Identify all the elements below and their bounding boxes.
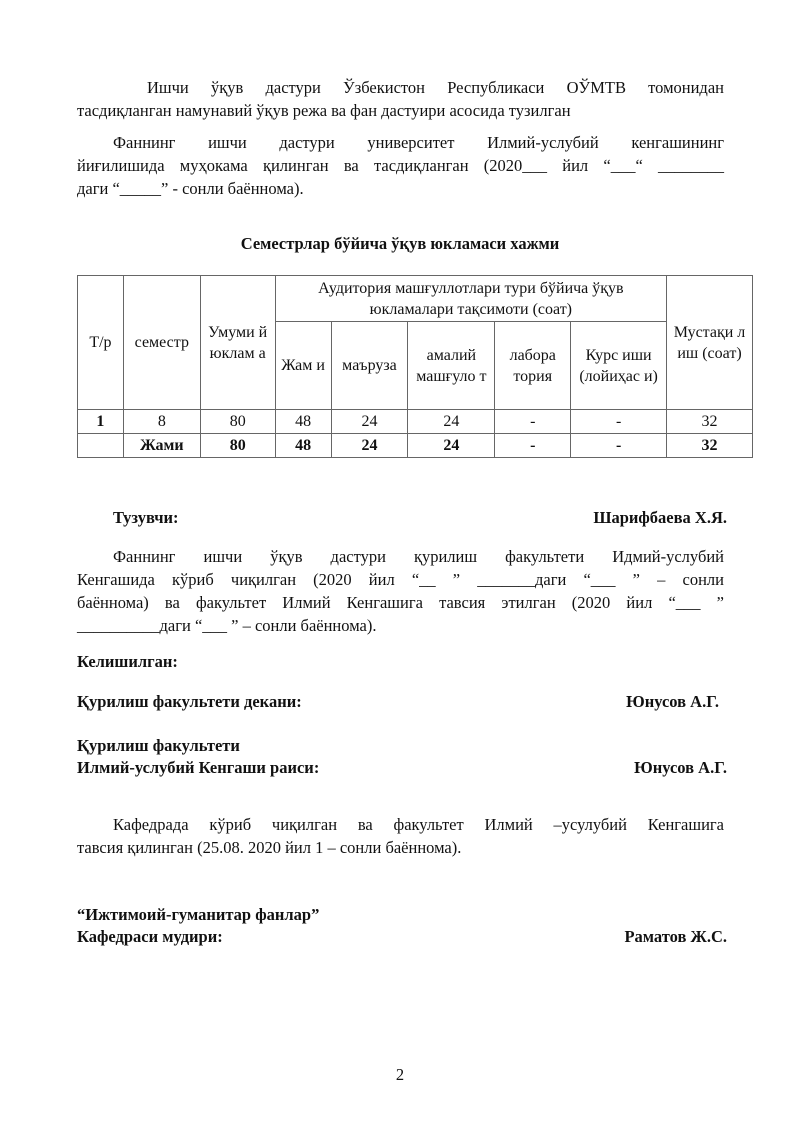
approval-line-3: даги “_____” - сонли баённома). <box>77 179 304 198</box>
approval-line-2: йиғилишида муҳокама қилинган ва тасдиқланган (2020___ йил “___“ ________ <box>77 156 724 175</box>
council-label-1: Қурилиш факультети <box>77 736 240 755</box>
head-label-2: Кафедраси мудири: <box>77 927 223 946</box>
cell-semester: 8 <box>123 410 200 434</box>
header-practice: амалий машғуло т <box>408 322 495 410</box>
council-name: Юнусов А.Г. <box>634 758 727 777</box>
total-course: - <box>571 434 667 458</box>
table-title: Семестрлар бўйича ўқув юкламаси хажми <box>240 234 560 253</box>
table-header-row-1 <box>78 276 753 322</box>
dean-name: Юнусов А.Г. <box>626 692 719 711</box>
header-independent: Мустақи л иш (соат) <box>667 276 753 410</box>
intro-line-2: тасдиқланган намунавий ўқув режа ва фан дастуири асосида тузилган <box>77 101 571 120</box>
cell-num: 1 <box>78 410 124 434</box>
head-name: Раматов Ж.С. <box>624 927 727 946</box>
table-row <box>78 410 753 434</box>
header-lecture: маъруза <box>331 322 408 410</box>
intro-line-1: Ишчи ўқув дастури Ўзбекистон Республикаси ОЎМТВ томонидан <box>147 78 724 97</box>
cell-practice: 24 <box>408 410 495 434</box>
total-total: 80 <box>200 434 275 458</box>
faculty-review-line-4: __________даги “___ ” – сонли баённома). <box>77 616 377 635</box>
department-review-line-2: тавсия қилинган (25.08. 2020 йил 1 – сонли баённома). <box>77 838 462 857</box>
department-review-line-1: Кафедрада кўриб чиқилган ва факультет Илмий –усулубий Кенгашига <box>113 815 724 834</box>
cell-sum: 48 <box>275 410 331 434</box>
agreed-label: Келишилган: <box>77 652 178 671</box>
approval-line-1: Фаннинг ишчи дастури университет Илмий-услубий кенгашининг <box>113 133 724 152</box>
faculty-review-paragraph <box>77 545 724 637</box>
compiler-name: Шарифбаева Х.Я. <box>593 508 727 527</box>
total-sum: 48 <box>275 434 331 458</box>
header-lab: лабора тория <box>495 322 571 410</box>
header-auditory: Аудитория машғуллотлари тури бўйича ўқув юкламалари тақсимоти (соат) <box>275 276 666 322</box>
faculty-review-line-2: Кенгашида кўриб чиқилган (2020 йил “__ ” _______даги “___ ” – сонли <box>77 570 724 589</box>
study-load-table <box>77 275 753 458</box>
department-review-paragraph <box>77 813 724 859</box>
cell-total: 80 <box>200 410 275 434</box>
total-independent: 32 <box>667 434 753 458</box>
page-number: 2 <box>395 1065 405 1084</box>
compiler-label: Тузувчи: <box>113 508 179 527</box>
header-total: Умуми й юклам а <box>200 276 275 410</box>
intro-paragraph <box>77 76 724 122</box>
total-num <box>78 434 124 458</box>
table-total-row <box>78 434 753 458</box>
cell-course: - <box>571 410 667 434</box>
header-sum: Жам и <box>275 322 331 410</box>
council-label-2: Илмий-услубий Кенгаши раиси: <box>77 758 320 777</box>
cell-lecture: 24 <box>331 410 408 434</box>
total-lab: - <box>495 434 571 458</box>
faculty-review-line-3: баённома) ва факультет Илмий Кенгашига тавсия этилган (2020 йил “___ ” <box>77 593 724 612</box>
cell-independent: 32 <box>667 410 753 434</box>
total-label: Жами <box>123 434 200 458</box>
header-semester: семестр <box>123 276 200 410</box>
total-lecture: 24 <box>331 434 408 458</box>
total-practice: 24 <box>408 434 495 458</box>
dean-label: Қурилиш факультети декани: <box>77 692 302 711</box>
header-course: Курс иши (лойиҳас и) <box>571 322 667 410</box>
header-num: Т/р <box>78 276 124 410</box>
approval-paragraph <box>77 131 724 200</box>
cell-lab: - <box>495 410 571 434</box>
head-label-1: “Ижтимоий-гуманитар фанлар” <box>77 905 320 924</box>
faculty-review-line-1: Фаннинг ишчи ўқув дастури қурилиш факультети Идмий-услубий <box>113 547 724 566</box>
